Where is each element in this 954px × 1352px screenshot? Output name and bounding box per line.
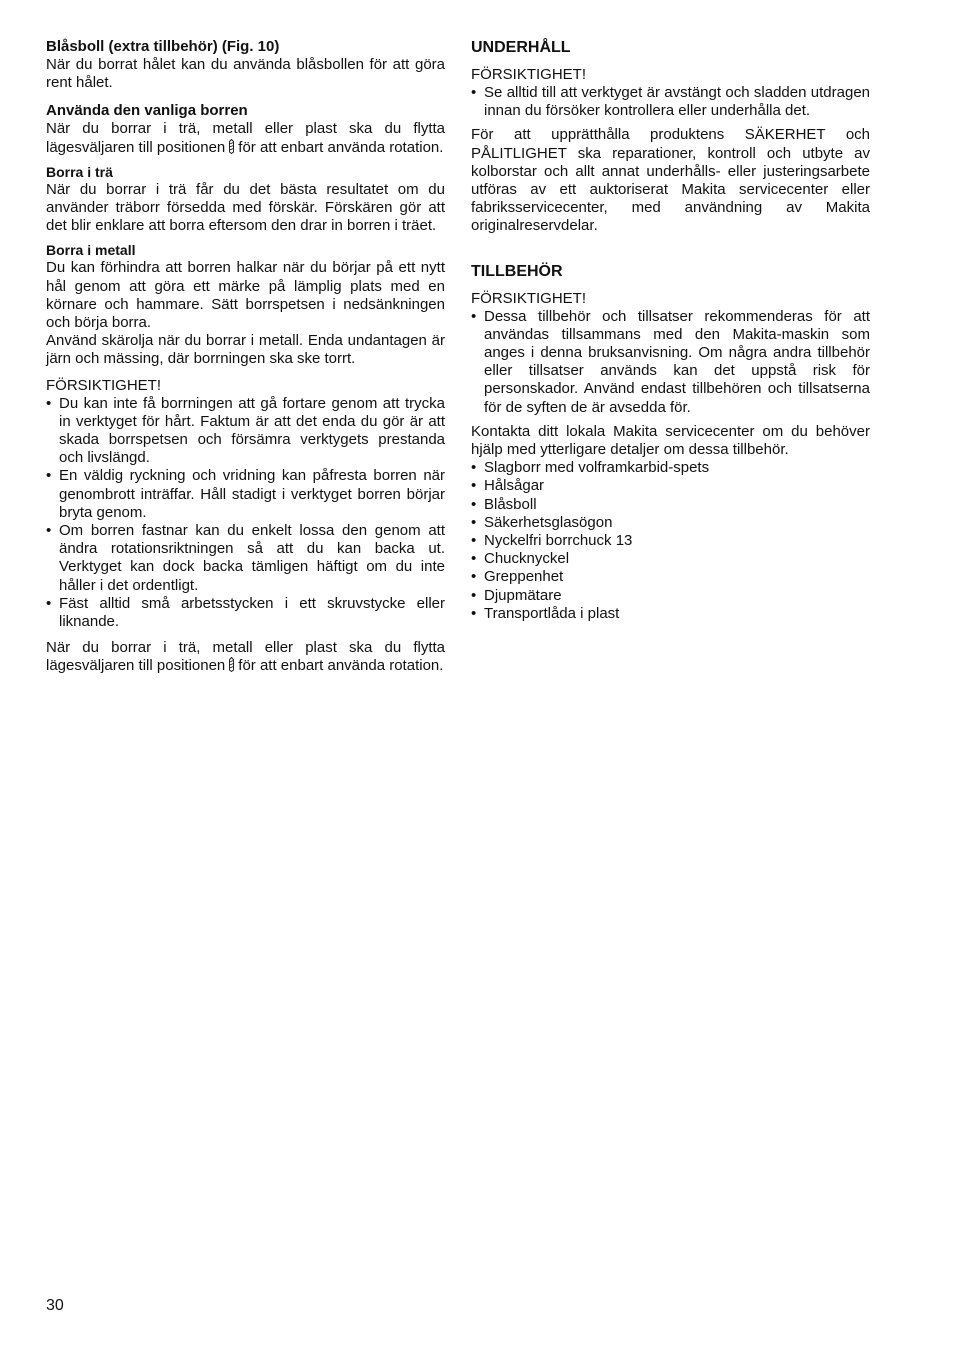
list-item: • Slagborr med volframkarbid-spets — [471, 459, 870, 477]
borra-tra-text: När du borrar i trä får du det bästa resultatet om du använder träborr försedda med förskär. Förskären gör att det blir enklare att borra eftersom den drar in borren i träet. — [46, 180, 445, 235]
page-number: 30 — [46, 1297, 64, 1314]
underhall-caution-list — [471, 84, 870, 120]
tillbehor-text: Kontakta ditt lokala Makita servicecenter om du behöver hjälp med ytterligare detaljer om dessa tillbehör. — [471, 422, 870, 459]
closing-text-after: för att enbart använda rotation. — [238, 657, 444, 675]
caution-label: FÖRSIKTIGHET! — [471, 289, 587, 307]
list-item: • Blåsboll — [471, 496, 870, 514]
left-column — [46, 38, 445, 676]
closing-text-before: När du borrar i trä, metall eller plast ska du flytta lägesväljaren till positionen — [46, 639, 445, 675]
list-item: • Fäst alltid små arbetsstycken i ett skruvstycke eller liknande. — [46, 595, 445, 631]
list-item: • Se alltid till att verktyget är avstängt och sladden utdragen innan du försöker kontrollera eller underhålla det. — [471, 84, 870, 120]
list-item: • Chucknyckel — [471, 550, 870, 568]
accessory-list — [471, 459, 870, 623]
vanliga-text-after: för att enbart använda rotation. — [238, 138, 444, 156]
blasboll-heading: Blåsboll (extra tillbehör) (Fig. 10) — [46, 38, 280, 55]
list-item: • Djupmätare — [471, 587, 870, 605]
blasboll-text: När du borrat hålet kan du använda blåsbollen för att göra rent hålet. — [46, 56, 445, 92]
list-item: • Greppenhet — [471, 568, 870, 586]
underhall-heading: UNDERHÅLL — [471, 39, 571, 56]
tillbehor-caution-list — [471, 308, 870, 417]
borra-tra-heading: Borra i trä — [46, 163, 113, 180]
vanliga-borren-heading: Använda den vanliga borren — [46, 102, 248, 120]
list-item: • Dessa tillbehör och tillsatser rekommenderas för att användas tillsammans med den Makita-maskin som anges i denna bruksanvisning. Om några andra tillbehör eller tillsatser används kan det uppstå risk för personskador. Använd endast tillbehören och tillsatserna för de syften de är avsedda för. — [471, 308, 870, 417]
list-item: • Säkerhetsglasögon — [471, 514, 870, 532]
underhall-text: För att upprätthålla produktens SÄKERHET och PÅLITLIGHET ska reparationer, kontroll och utbyte av kolborstar och allt annat underhålls- eller justeringsarbete utföras av ett auktoriserat Makita servicecenter eller fabriksservicecenter, med användning av Makita originalreservdelar. — [471, 126, 870, 235]
list-item: • Du kan inte få borrningen att gå fortare genom att trycka in verktyget för hårt. Faktum är att det enda du gör är att skada borrspetsen och försämra verktygets prestanda och livslängd. — [46, 395, 445, 468]
caution-list — [46, 395, 445, 632]
closing-text — [46, 639, 445, 675]
list-item: • Transportlåda i plast — [471, 605, 870, 623]
caution-label: FÖRSIKTIGHET! — [471, 66, 587, 83]
list-item: • Nyckelfri borrchuck 13 — [471, 532, 870, 550]
list-item: • Hålsågar — [471, 477, 870, 495]
tillbehor-heading: TILLBEHÖR — [471, 262, 563, 280]
caution-label: FÖRSIKTIGHET! — [46, 376, 162, 394]
drill-bit-rotation-icon — [228, 657, 235, 672]
list-item: • En väldig ryckning och vridning kan påfresta borren när genombrott inträffar. Håll stadigt i verktyget borren börjar bryta genom. — [46, 467, 445, 522]
right-column — [471, 38, 870, 623]
list-item: • Om borren fastnar kan du enkelt lossa den genom att ändra rotationsriktningen så att du kan backa ut. Verktyget kan dock backa tämligen häftigt om du inte håller i det ordentligt. — [46, 522, 445, 595]
vanliga-borren-text — [46, 120, 445, 156]
vanliga-text-before: När du borrar i trä, metall eller plast ska du flytta lägesväljaren till positionen — [46, 120, 445, 156]
borra-metall-text-1: Du kan förhindra att borren halkar när du börjar på ett nytt hål genom att göra ett märke på lämplig plats med en körnare och hammare. Sätt borrspetsen i nedsänkningen och börja borra. — [46, 259, 445, 332]
drill-bit-rotation-icon — [228, 139, 235, 154]
borra-metall-text-2: Använd skärolja när du borrar i metall. Enda undantagen är järn och mässing, där borrningen ska ske torrt. — [46, 332, 445, 368]
borra-metall-heading: Borra i metall — [46, 242, 136, 259]
